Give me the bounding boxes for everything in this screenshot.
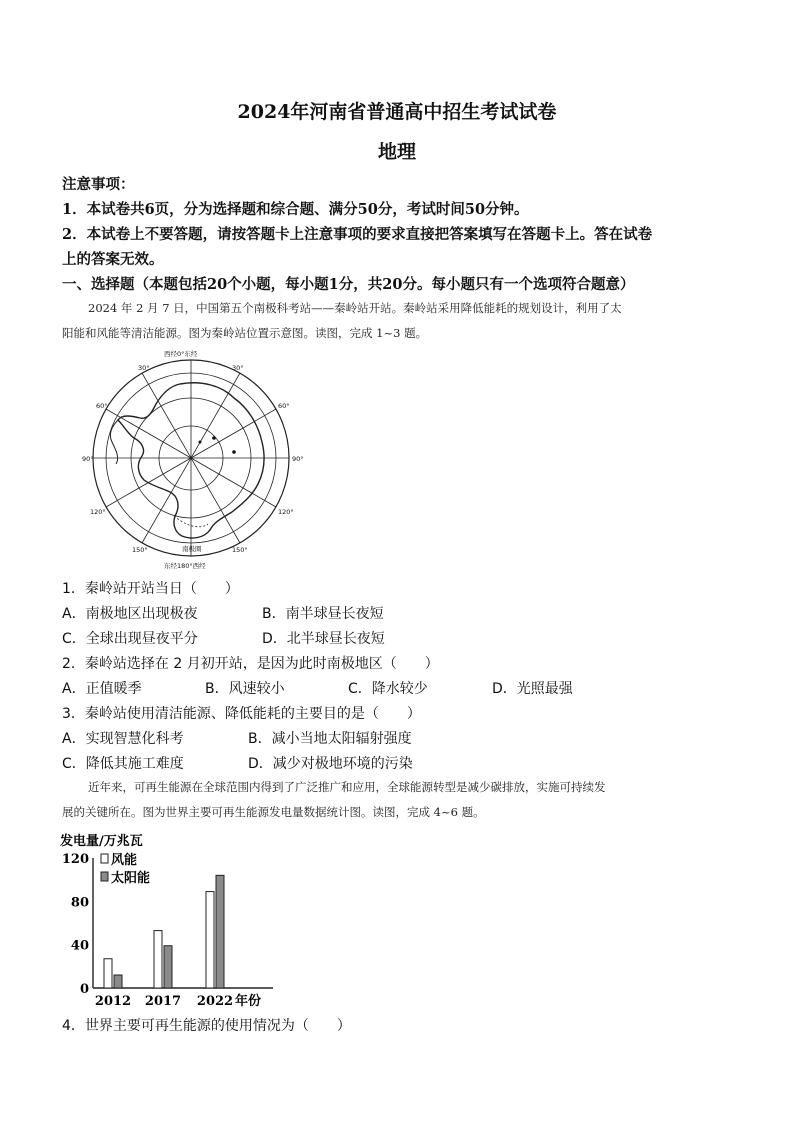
q3-option-d: D．减少对极地环境的污染 bbox=[248, 756, 413, 772]
q1-option-d: D．北半球昼长夜短 bbox=[262, 631, 385, 647]
chart-legend bbox=[101, 852, 150, 886]
legend-label-solar: 太阳能 bbox=[111, 871, 151, 886]
notice-item-2-line-2: 上的答案无效。 bbox=[62, 251, 164, 268]
intro-2-line-2: 展的关键所在。图为世界主要可再生能源发电量数据统计图。读图，完成 4~6 题。 bbox=[62, 805, 485, 819]
intro-1-line-2: 阳能和风能等清洁能源。图为秦岭站位置示意图。读图，完成 1~3 题。 bbox=[62, 326, 428, 340]
page-title: 2024年河南省普通高中招生考试试卷 bbox=[237, 101, 557, 123]
y-tick-label: 120 bbox=[61, 852, 89, 867]
q2-option-c: C．降水较少 bbox=[348, 681, 428, 697]
y-tick-label: 40 bbox=[70, 938, 89, 954]
q2-option-b: B．风速较小 bbox=[205, 681, 285, 697]
q1-option-c: C．全球出现昼夜平分 bbox=[62, 631, 198, 647]
subject-title: 地理 bbox=[377, 141, 416, 163]
legend-swatch-solar bbox=[101, 872, 108, 881]
chart-ylabel: 发电量/万兆瓦 bbox=[60, 834, 143, 849]
renewable-energy-chart bbox=[55, 828, 275, 1008]
q2-option-a: A．正值暖季 bbox=[62, 681, 142, 697]
y-tick-label: 0 bbox=[79, 982, 89, 997]
bar-wind-2012 bbox=[104, 959, 112, 988]
legend-swatch-wind bbox=[101, 854, 108, 863]
lon-label-e60: 60° bbox=[278, 402, 290, 410]
notice-item-1: 1．本试卷共6页，分为选择题和综合题、满分50分，考试时间50分钟。 bbox=[62, 201, 529, 218]
legend-label-wind: 风能 bbox=[111, 853, 138, 868]
lon-label-w150: 150° bbox=[132, 546, 148, 554]
x-axis-label: 年份 bbox=[235, 994, 262, 1008]
notice-heading: 注意事项： bbox=[62, 176, 135, 193]
notice-item-2-line-1: 2．本试卷上不要答题，请按答题卡上注意事项的要求直接把答案填写在答题卡上。答在试卷 bbox=[62, 226, 653, 243]
x-tick-label: 2017 bbox=[144, 994, 182, 1008]
lon-label-w120: 120° bbox=[90, 508, 106, 516]
intro-2-line-1: 近年来，可再生能源在全球范围内得到了广泛推广和应用，全球能源转型是减少碳排放，实施可持续发 bbox=[88, 780, 606, 794]
bar-wind-2017 bbox=[154, 931, 162, 988]
bar-solar-2012 bbox=[114, 975, 122, 988]
q3-option-a: A．实现智慧化科考 bbox=[62, 731, 184, 747]
y-tick-label: 80 bbox=[70, 895, 89, 911]
meridian-lines bbox=[93, 360, 289, 556]
bar-solar-2017 bbox=[164, 946, 172, 988]
x-tick-label: 2022 bbox=[196, 994, 234, 1008]
intro-1-line-1: 2024 年 2 月 7 日，中国第五个南极科考站——秦岭站开站。秦岭站采用降低能耗的规划设计，利用了太 bbox=[88, 301, 622, 315]
antarctic-peninsula bbox=[110, 420, 118, 464]
q4-stem: 4．世界主要可再生能源的使用情况为（ ） bbox=[62, 1018, 351, 1034]
bar-wind-2022 bbox=[206, 892, 214, 988]
q1-option-b: B．南半球昼长夜短 bbox=[262, 606, 384, 622]
q1-option-a: A．南极地区出现极夜 bbox=[62, 606, 198, 622]
map-top-label: 西经0°东经 bbox=[164, 350, 198, 358]
lon-label-w30: 30° bbox=[138, 364, 150, 372]
bar-solar-2022 bbox=[216, 875, 224, 988]
q3-option-b: B．减小当地太阳辐射强度 bbox=[248, 731, 412, 747]
q2-option-d: D．光照最强 bbox=[492, 681, 573, 697]
q2-stem: 2．秦岭站选择在 2 月初开站，是因为此时南极地区（ ） bbox=[62, 656, 439, 672]
section-heading: 一、选择题（本题包括20个小题，每小题1分，共20分。每小题只有一个选项符合题意） bbox=[62, 276, 635, 293]
map-bottom-label: 东经180°西经 bbox=[164, 562, 206, 570]
q1-stem: 1．秦岭站开站当日（ ） bbox=[62, 581, 239, 597]
lon-label-e120: 120° bbox=[278, 508, 294, 516]
chart-bars bbox=[104, 875, 224, 988]
station-dots bbox=[199, 436, 236, 454]
lon-label-e90: 90° bbox=[292, 455, 304, 463]
antarctica-map bbox=[82, 346, 312, 576]
q3-option-c: C．降低其施工难度 bbox=[62, 756, 184, 772]
lon-label-w60: 60° bbox=[96, 402, 108, 410]
q3-stem: 3．秦岭站使用清洁能源、降低能耗的主要目的是（ ） bbox=[62, 706, 421, 722]
lon-label-w90: 90° bbox=[82, 455, 94, 463]
x-tick-label: 2012 bbox=[94, 994, 132, 1008]
lon-label-e30: 30° bbox=[232, 364, 244, 372]
lon-label-e150: 150° bbox=[232, 546, 248, 554]
map-circle-label: 南极圈 bbox=[182, 545, 202, 553]
